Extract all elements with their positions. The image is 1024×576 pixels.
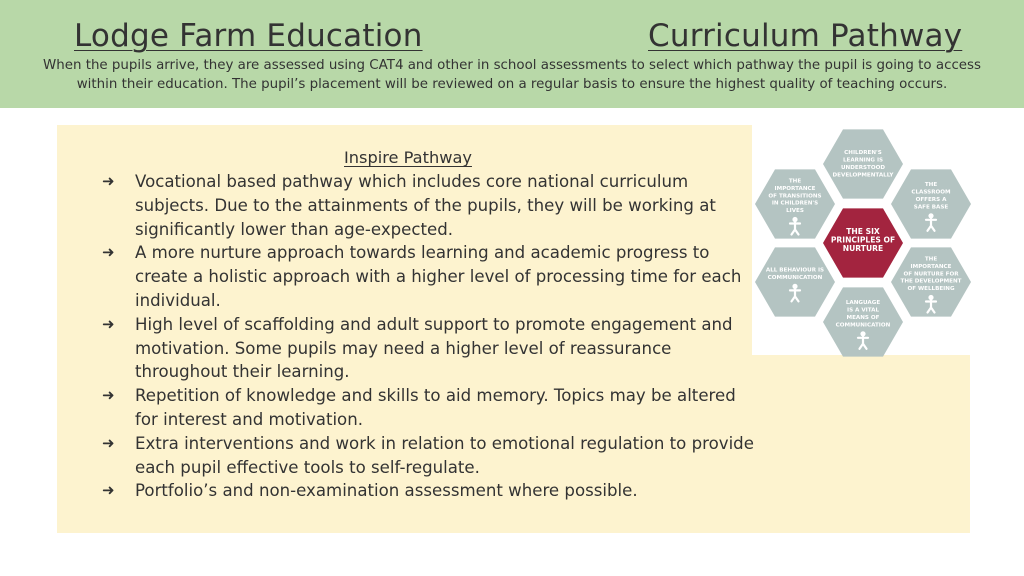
principle-label: SAFE BASE xyxy=(913,204,949,211)
bullet-text: Vocational based pathway which includes core national curriculum subjects. Due to the attainments of the pupils, they will be working at significantly lower than age-expected. xyxy=(135,172,716,239)
center-label: PRINCIPLES OF xyxy=(830,235,896,245)
principle-label: OF WELLBEING xyxy=(907,286,955,293)
principle-hexagon-lower-left xyxy=(755,247,835,316)
principle-label: OF TRANSITIONS xyxy=(768,193,822,200)
intro-text: When the pupils arrive, they are assessed using CAT4 and other in school assessments to select which pathway the pupil is going to access within their education. The pupil’s placement will be reviewed on a regular basis to ensure the highest quality of teaching occurs. xyxy=(42,58,981,93)
arrow-right-icon: ➜ xyxy=(102,481,115,500)
principle-label: IN CHILDREN'S xyxy=(771,200,819,207)
person-icon-head xyxy=(792,284,797,289)
arrow-right-icon: ➜ xyxy=(102,172,115,190)
principle-label: OF NURTURE FOR xyxy=(903,271,959,278)
page-subtitle: Curriculum Pathway xyxy=(648,18,963,54)
bullet-text: Repetition of knowledge and skills to aid memory. Topics may be altered for interest and motivation. xyxy=(135,386,736,429)
principle-label: THE xyxy=(924,256,938,263)
person-icon-head xyxy=(792,217,797,222)
content-panel-extension xyxy=(752,355,970,533)
arrow-right-icon: ➜ xyxy=(102,433,115,452)
bullet-text: Extra interventions and work in relation to emotional regulation to provide each pupil effective tools to self-regulate. xyxy=(135,433,754,477)
list-item xyxy=(100,432,760,480)
person-icon-head xyxy=(860,331,865,336)
principle-label: DEVELOPMENTALLY xyxy=(832,172,894,179)
bullet-text: A more nurture approach towards learning and academic progress to create a holistic approach with a higher level of processing time for each individual. xyxy=(135,243,742,310)
person-icon-head xyxy=(928,295,933,300)
bullet-text: High level of scaffolding and adult support to promote engagement and motivation. Some pupils may need a higher level of reassurance throughout their learning. xyxy=(135,314,733,382)
principle-label: CHILDREN'S xyxy=(844,150,882,157)
principle-label: IMPORTANCE xyxy=(910,263,952,270)
pathway-title: Inspire Pathway xyxy=(344,148,472,167)
nurture-hexagon-diagram xyxy=(755,122,975,357)
pathway-bullet-list xyxy=(100,170,760,503)
six-principles-of-nurture-graphic xyxy=(755,122,975,357)
principle-label: MEANS OF xyxy=(846,315,880,321)
list-item xyxy=(100,313,760,384)
arrow-right-icon: ➜ xyxy=(102,243,115,262)
list-item xyxy=(100,241,760,312)
principle-label: UNDERSTOOD xyxy=(841,165,885,171)
principle-label: LIVES xyxy=(786,208,804,215)
principle-label: IS A VITAL xyxy=(846,307,880,314)
arrow-right-icon: ➜ xyxy=(102,386,115,405)
principle-label: THE xyxy=(788,178,802,185)
principle-label: LANGUAGE xyxy=(845,300,881,307)
principle-label: COMMUNICATION xyxy=(835,322,891,329)
person-icon-head xyxy=(928,213,933,218)
principle-label: ALL BEHAVIOUR IS xyxy=(765,267,825,274)
principle-label: OFFERS A xyxy=(915,197,947,203)
principle-label: IMPORTANCE xyxy=(774,185,816,192)
center-label: NURTURE xyxy=(842,244,884,254)
center-label: THE SIX xyxy=(846,227,880,236)
list-item xyxy=(100,384,760,432)
principle-label: THE DEVELOPMENT xyxy=(900,278,962,285)
list-item xyxy=(100,479,760,503)
header-banner xyxy=(0,0,1024,108)
page-title: Lodge Farm Education xyxy=(74,18,423,54)
arrow-right-icon: ➜ xyxy=(102,314,115,333)
principle-label: LEARNING IS xyxy=(842,157,884,164)
principle-label: CLASSROOM xyxy=(911,189,951,196)
principle-label: THE xyxy=(924,182,938,189)
principle-label: COMMUNICATION xyxy=(767,275,823,281)
principle-hexagon-top xyxy=(823,129,903,198)
list-item xyxy=(100,170,760,241)
bullet-text: Portfolio’s and non-examination assessment where possible. xyxy=(135,481,638,501)
